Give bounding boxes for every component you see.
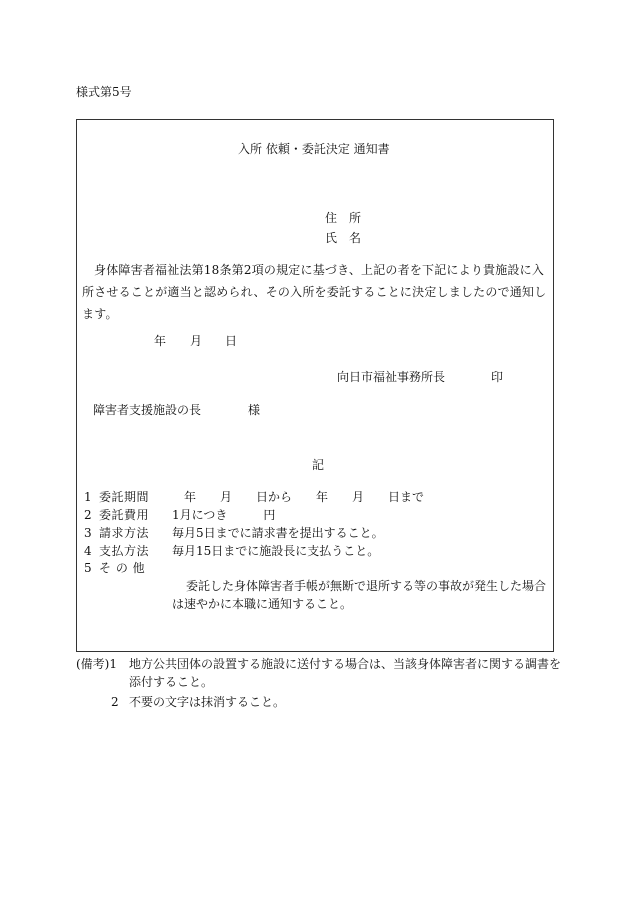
- item-5-num: 5: [84, 561, 92, 575]
- item-3-value: 毎月5日までに請求書を提出すること。: [172, 526, 384, 540]
- address-label: 住 所: [325, 211, 362, 225]
- item-3-num: 3: [84, 526, 92, 540]
- item-1-label: 委託期間: [99, 490, 150, 504]
- item-3-label: 請求方法: [99, 526, 150, 540]
- seal-mark: 印: [491, 370, 504, 384]
- item-2-num: 2: [84, 508, 92, 522]
- item-4-num: 4: [84, 544, 92, 558]
- body-text: 身体障害者福祉法第18条第2項の規定に基づき、上記の者を下記により貴施設に入所させることが適当と認められ、その入所を委託することに決定しましたので通知します。: [82, 263, 547, 321]
- other-text-line1: 委託した身体障害者手帳が無断で退所する等の事故が発生した場合: [186, 579, 547, 593]
- other-text-line2: は速やかに本職に通知すること。: [172, 597, 353, 611]
- document-title: 入所 依頼・委託決定 通知書: [238, 142, 390, 156]
- item-4-value: 毎月15日までに施設長に支払うこと。: [172, 544, 380, 558]
- item-1-num: 1: [84, 490, 92, 504]
- note-2-text: 不要の文字は抹消すること。: [129, 695, 286, 709]
- note-1-line1: 地方公共団体の設置する施設に送付する場合は、当該身体障害者に関する調書を: [129, 657, 562, 671]
- item-1-value: 年 月 日から 年 月 日まで: [184, 490, 425, 504]
- notes-prefix: (備考)1: [76, 657, 117, 671]
- item-4-label: 支払方法: [99, 544, 150, 558]
- notice-frame: [76, 119, 554, 652]
- name-label: 氏 名: [325, 231, 362, 245]
- recipient: 障害者支援施設の長: [93, 403, 202, 417]
- date-day: 日: [225, 334, 238, 348]
- date-month: 月: [190, 334, 203, 348]
- item-2-value: 1月につき 円: [172, 508, 276, 522]
- note-2-num: 2: [111, 695, 119, 709]
- note-1-line2: 添付すること。: [129, 675, 214, 689]
- item-5-label: そ の 他: [99, 561, 146, 575]
- issuer: 向日市福祉事務所長: [337, 370, 446, 384]
- date-year: 年: [154, 334, 167, 348]
- item-2-label: 委託費用: [99, 508, 150, 522]
- recipient-suffix: 様: [248, 403, 261, 417]
- ki-heading: 記: [312, 458, 325, 472]
- form-number: 様式第5号: [76, 85, 132, 99]
